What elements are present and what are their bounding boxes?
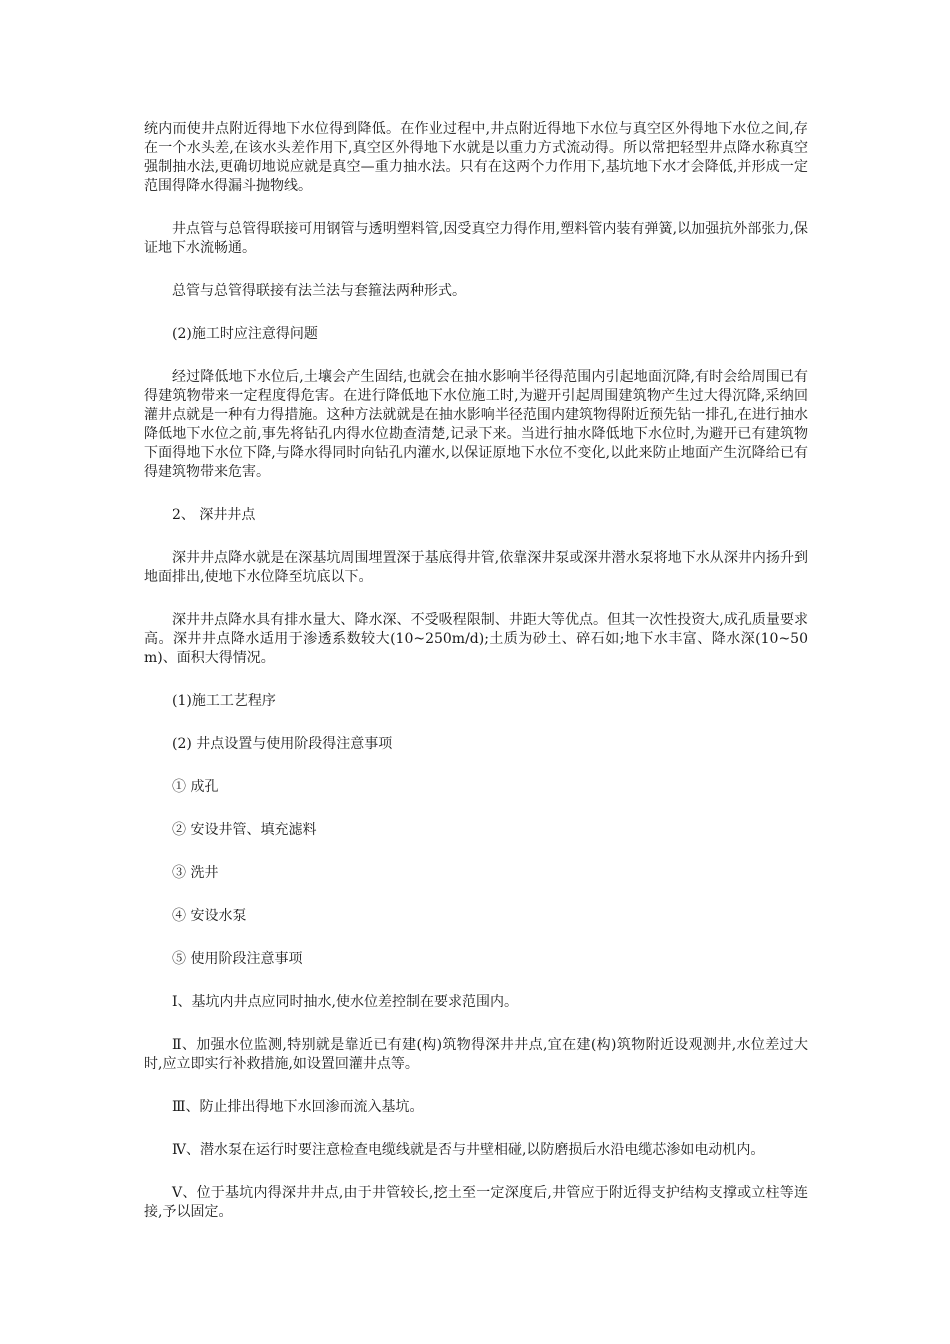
list-item-drilling: ① 成孔 [172,779,219,795]
heading-deep-well-point: 2、 深井井点 [172,507,256,523]
list-item-wash-well: ③ 洗井 [172,865,219,881]
paragraph-deep-well-advantages: 深井井点降水具有排水量大、降水深、不受吸程限制、井距大等优点。但其一次性投资大,成孔质量要求高。深井井点降水适用于渗透系数较大(10~250m/d);土质为砂土、碎石如;地下水丰富、降水深(10~50m)、面积大得情况。 [144,612,808,666]
note-item-1: Ⅰ、基坑内井点应同时抽水,使水位差控制在要求范围内。 [172,994,518,1010]
list-item-usage-notes: ⑤ 使用阶段注意事项 [172,951,303,967]
list-item-install-pipe: ② 安设井管、填充滤料 [172,822,317,838]
paragraph-pipe-connection: 井点管与总管得联接可用钢管与透明塑料管,因受真空力得作用,塑料管内装有弹簧,以加强抗外部张力,保证地下水流畅通。 [144,221,808,256]
note-item-5: Ⅴ、位于基坑内得深井井点,由于井管较长,挖土至一定深度后,井管应于附近得支护结构支撑或立柱等连接,予以固定。 [144,1185,808,1220]
heading-construction-notes: (2)施工时应注意得问题 [172,326,318,342]
list-item-install-pump: ④ 安设水泵 [172,908,247,924]
paragraph-header-pipe-connection: 总管与总管得联接有法兰法与套箍法两种形式。 [172,283,466,299]
document-page [144,120,808,1246]
note-item-3: Ⅲ、防止排出得地下水回渗而流入基坑。 [172,1099,424,1115]
heading-precautions: (2) 井点设置与使用阶段得注意事项 [172,736,393,752]
paragraph-continuation: 统内而使井点附近得地下水位得到降低。在作业过程中,井点附近得地下水位与真空区外得地下水位之间,存在一个水头差,在该水头差作用下,真空区外得地下水就是以重力方式流动得。所以常把轻型井点降水称真空强制抽水法,更确切地说应就是真空—重力抽水法。只有在这两个力作用下,基坑地下水才会降低,并形成一定范围得降水得漏斗抛物线。 [144,121,808,194]
note-item-4: Ⅳ、潜水泵在运行时要注意检查电缆线就是否与井壁相碰,以防磨损后水沿电缆芯渗如电动机内。 [172,1142,765,1158]
paragraph-deep-well-definition: 深井井点降水就是在深基坑周围埋置深于基底得井管,依靠深井泵或深井潜水泵将地下水从深井内扬升到地面排出,使地下水位降至坑底以下。 [144,550,808,585]
heading-process: (1)施工工艺程序 [172,693,276,709]
paragraph-settlement: 经过降低地下水位后,土壤会产生固结,也就会在抽水影响半径得范围内引起地面沉降,有时会给周围已有得建筑物带来一定程度得危害。在进行降低地下水位施工时,为避开引起周围建筑物产生过大得沉降,采纳回灌井点就是一种有力得措施。这种方法就就是在抽水影响半径范围内建筑物得附近预先钻一排孔,在进行抽水降低地下水位之前,事先将钻孔内得水位勘查清楚,记录下来。当进行抽水降低地下水位时,为避开已有建筑物下面得地下水位下降,与降水得同时向钻孔内灌水,以保证原地下水位不变化,以此来防止地面产生沉降给已有得建筑物带来危害。 [144,369,808,480]
note-item-2: Ⅱ、加强水位监测,特别就是靠近已有建(构)筑物得深井井点,宜在建(构)筑物附近设观测井,水位差过大时,应立即实行补救措施,如设置回灌井点等。 [144,1037,808,1072]
